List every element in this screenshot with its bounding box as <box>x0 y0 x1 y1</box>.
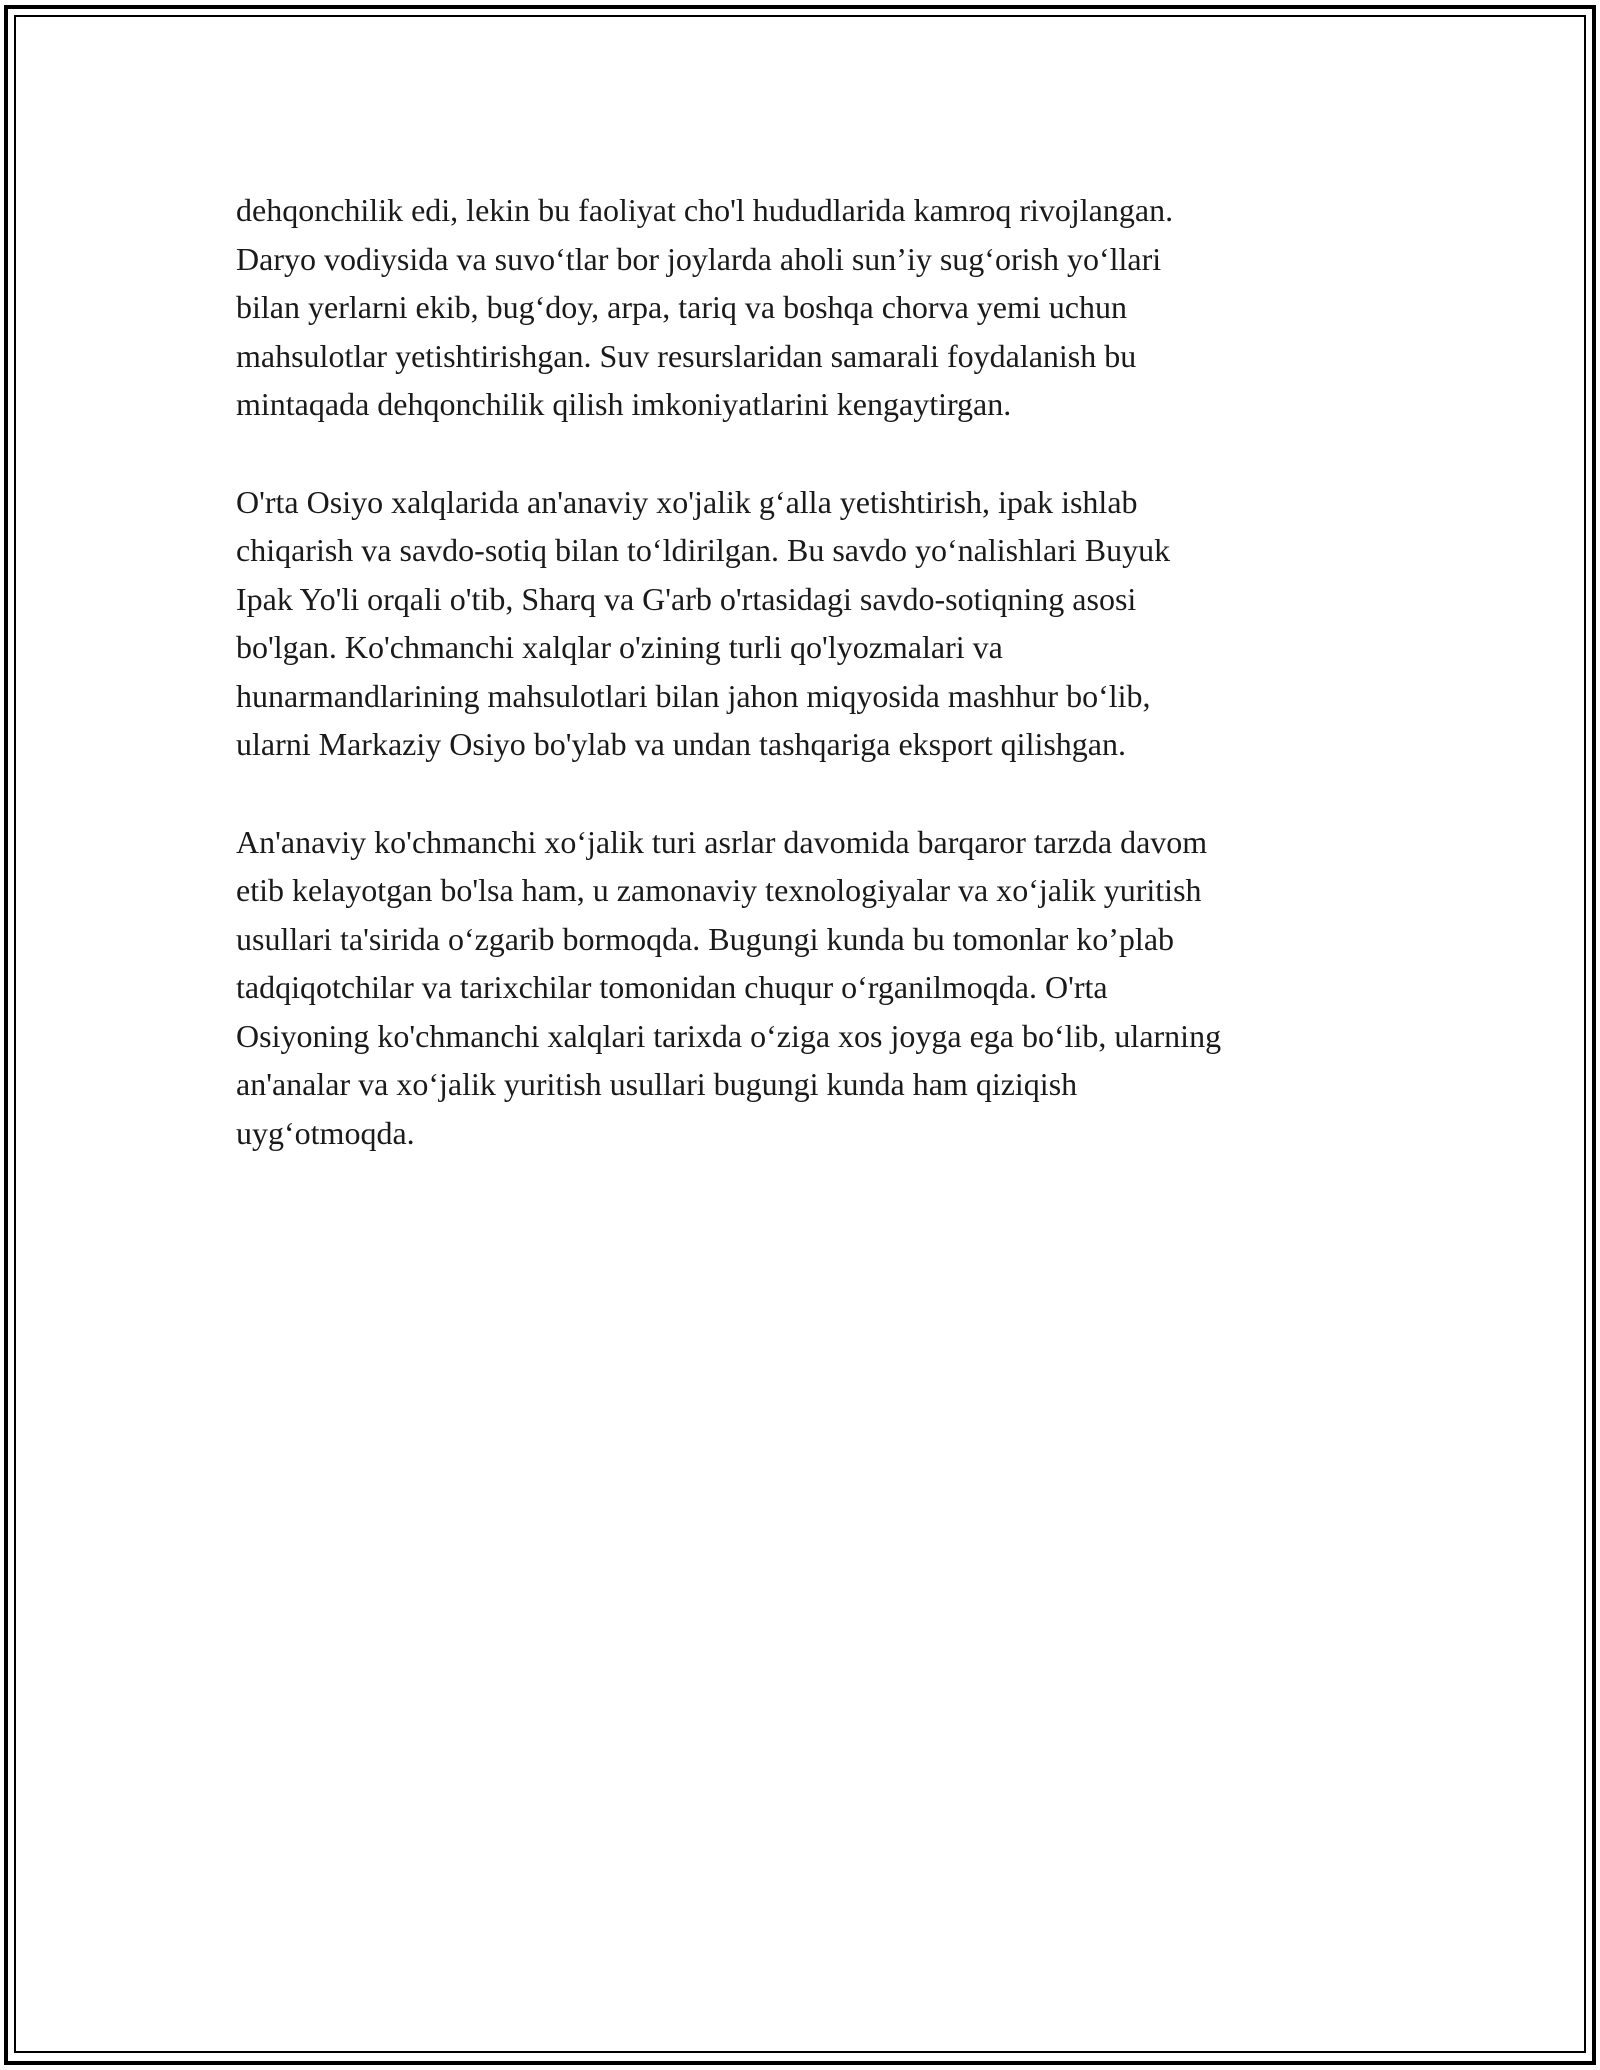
paragraph-3 <box>236 818 1386 1158</box>
text-line: bilan yerlarni ekib, bug‘doy, arpa, tariq va boshqa chorva yemi uchun <box>236 289 1127 325</box>
text-line: An'anaviy ko'chmanchi xo‘jalik turi asrlar davomida barqaror tarzda davom <box>236 823 1208 860</box>
text-line: bo'lgan. Ko'chmanchi xalqlar o'zining turli qo'lyozmalari va <box>236 629 1003 665</box>
text-line: mahsulotlar yetishtirishgan. Suv resurslaridan samarali foydalanish bu <box>236 337 1137 374</box>
text-line: usullari ta'sirida o‘zgarib bormoqda. Bugungi kunda bu tomonlar ko’plab <box>236 920 1175 957</box>
text-line: an'analar va xo‘jalik yuritish usullari bugungi kunda ham qiziqish <box>236 1066 1078 1102</box>
text-line: Osiyoning ko'chmanchi xalqlari tarixda o‘ziga xos joyga ega bo‘lib, ularning <box>236 1017 1222 1054</box>
paragraph-2 <box>236 478 1386 769</box>
text-line: ularni Markaziy Osiyo bo'ylab va undan tashqariga eksport qilishgan. <box>236 726 1126 762</box>
text-line: chiqarish va savdo-sotiq bilan to‘ldirilgan. Bu savdo yo‘nalishlari Buyuk <box>236 532 1171 568</box>
text-line: Daryo vodiysida va suvo‘tlar bor joylarda aholi sun’iy sug‘orish yo‘llari <box>236 240 1162 277</box>
text-line: etib kelayotgan bo'lsa ham, u zamonaviy texnologiyalar va xo‘jalik yuritish <box>236 872 1202 908</box>
text-line: hunarmandlarining mahsulotlari bilan jahon miqyosida mashhur bo‘lib, <box>236 677 1151 714</box>
text-line: uyg‘otmoqda. <box>236 1114 415 1151</box>
paragraph-1 <box>236 186 1386 429</box>
text-line: mintaqada dehqonchilik qilish imkoniyatlarini kengaytirgan. <box>236 386 1012 422</box>
text-line: tadqiqotchilar va tarixchilar tomonidan chuqur o‘rganilmoqda. O'rta <box>236 969 1108 1005</box>
text-line: Ipak Yo'li orqali o'tib, Sharq va G'arb o'rtasidagi savdo-sotiqning asosi <box>236 580 1137 617</box>
text-line: O'rta Osiyo xalqlarida an'anaviy xo'jalik g‘alla yetishtirish, ipak ishlab <box>236 483 1138 520</box>
document-body <box>236 186 1386 1206</box>
text-line: dehqonchilik edi, lekin bu faoliyat cho'l hududlarida kamroq rivojlangan. <box>236 192 1174 228</box>
